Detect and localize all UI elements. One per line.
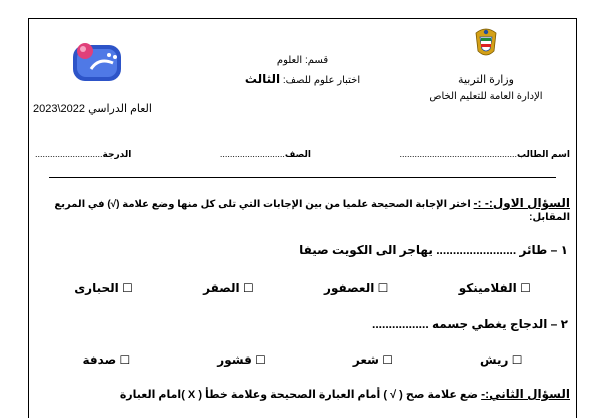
question-1-item-1: ١ – طائر ........................ يهاجر الى الكويت صيفا (299, 243, 568, 257)
question-1-title: السؤال الاول:- :- (473, 196, 570, 210)
question-1-item-1-options (39, 281, 566, 295)
option-checkbox[interactable]: ☐ الفلامينكو (458, 281, 531, 295)
grade-name: الثالث (244, 72, 281, 86)
question-1-item-2-options (39, 353, 566, 367)
divider (49, 177, 556, 178)
ministry-header (406, 27, 566, 102)
exam-page (28, 18, 577, 418)
kuwait-emblem-icon (472, 27, 500, 59)
option-checkbox[interactable]: ☐ شعر (352, 353, 394, 367)
exam-prefix: اختبار علوم للصف: (282, 75, 361, 86)
question-2-title: السؤال الثاني:- (481, 387, 570, 401)
option-checkbox[interactable]: ☐ الحبارى (74, 281, 133, 295)
exam-title (219, 70, 386, 90)
section-label: قسم: العلوم (276, 55, 329, 66)
question-1-instruction: اختر الإجابة الصحيحة علميا من بين الإجابات التي تلى كل منها وضع علامة (√) في المربع المقابل: (54, 199, 570, 223)
question-1-header (35, 197, 570, 224)
school-year: العام الدراسي 2022\2023 (33, 103, 152, 115)
exam-title-block (219, 52, 386, 90)
student-name-field[interactable]: اسم الطالب............................................... (399, 149, 570, 159)
question-2-instruction: ضع علامة صح ( √ ) أمام العبارة الصحيحة وعلامة خطأ ( X )امام العبارة (119, 389, 479, 401)
ministry-name: وزارة التربية (458, 74, 514, 86)
question-2-header (35, 387, 570, 401)
student-grade-field[interactable]: الدرجة........................... (35, 149, 132, 159)
question-1-item-2: ٢ – الدجاج يغطي جسمه ................. (372, 317, 568, 331)
school-logo (69, 39, 125, 90)
option-checkbox[interactable]: ☐ ريش (480, 353, 523, 367)
student-class-field[interactable]: الصف.......................... (219, 149, 311, 159)
option-checkbox[interactable]: ☐ العصفور (324, 281, 389, 295)
option-checkbox[interactable]: ☐ قشور (217, 353, 266, 367)
department-name: الإدارة العامة للتعليم الخاص (429, 91, 543, 102)
school-logo-icon (69, 39, 125, 85)
option-checkbox[interactable]: ☐ الصقر (203, 281, 254, 295)
student-info-row (35, 149, 570, 160)
option-checkbox[interactable]: ☐ صدفة (82, 353, 131, 367)
